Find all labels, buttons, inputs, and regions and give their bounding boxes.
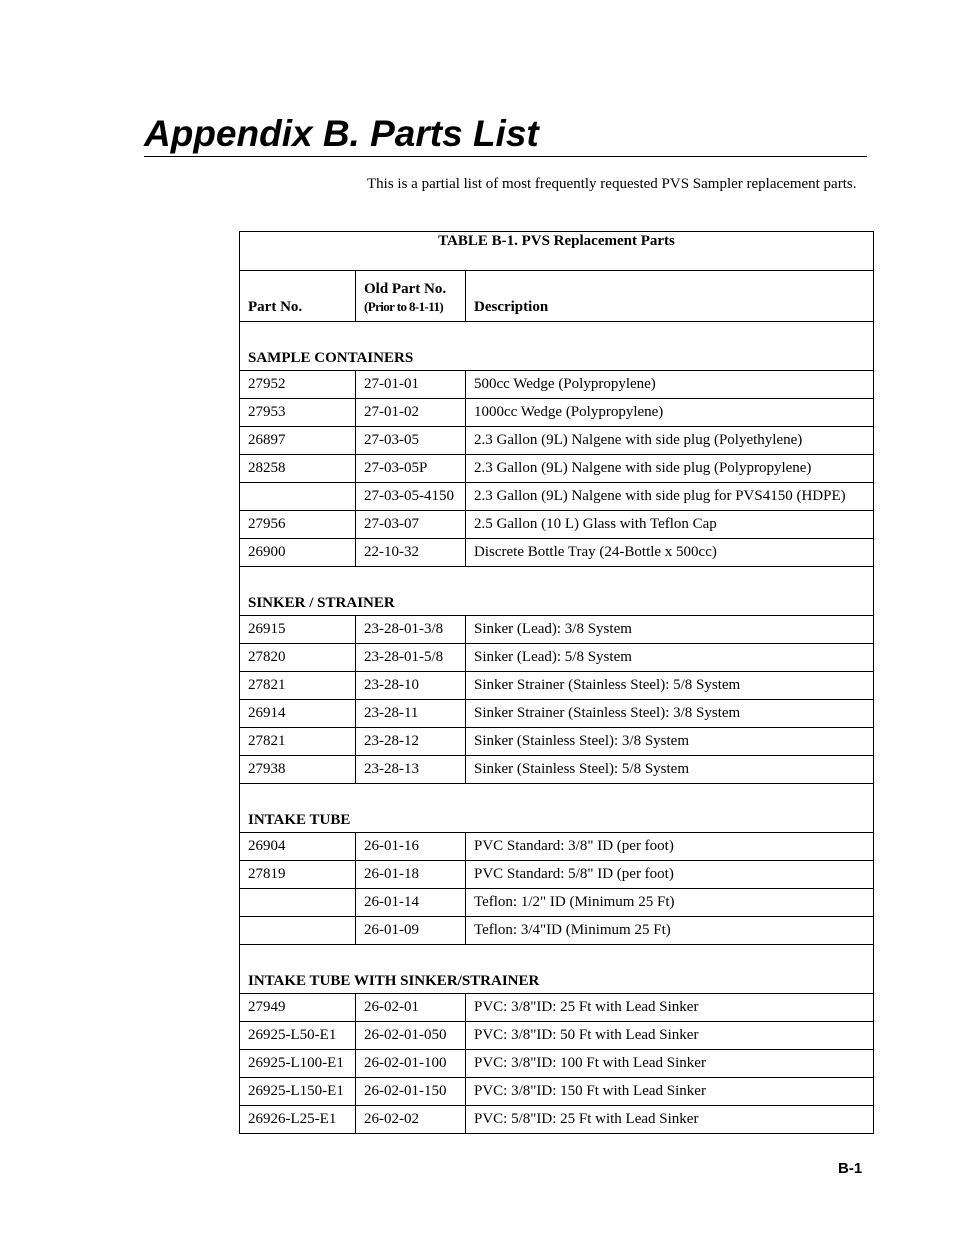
old-part-no-cell: 23-28-01-5/8 <box>356 644 466 672</box>
old-part-no-cell: 22-10-32 <box>356 539 466 567</box>
old-part-no-cell: 26-02-01-050 <box>356 1022 466 1050</box>
description-cell: Sinker (Stainless Steel): 3/8 System <box>466 728 874 756</box>
old-part-no-cell: 23-28-13 <box>356 756 466 784</box>
part-no-cell: 26925-L100-E1 <box>240 1050 356 1078</box>
old-part-no-cell: 27-03-05P <box>356 455 466 483</box>
table-header-row <box>240 271 874 322</box>
old-part-no-cell: 23-28-12 <box>356 728 466 756</box>
description-cell: 500cc Wedge (Polypropylene) <box>466 371 874 399</box>
table-row <box>240 644 874 672</box>
table-row <box>240 455 874 483</box>
section-row <box>240 784 874 833</box>
part-no-cell: 28258 <box>240 455 356 483</box>
description-cell: Teflon: 3/4"ID (Minimum 25 Ft) <box>466 917 874 945</box>
part-no-cell: 27953 <box>240 399 356 427</box>
table-row <box>240 1106 874 1134</box>
part-no-cell: 26904 <box>240 833 356 861</box>
table-row <box>240 371 874 399</box>
old-part-no-cell: 23-28-11 <box>356 700 466 728</box>
title-divider <box>144 156 867 157</box>
header-description: Description <box>466 271 874 322</box>
old-part-no-cell: 27-03-05 <box>356 427 466 455</box>
table-row <box>240 756 874 784</box>
table-row <box>240 861 874 889</box>
old-part-no-cell: 26-02-01-100 <box>356 1050 466 1078</box>
section-row <box>240 945 874 994</box>
table-caption: TABLE B-1. PVS Replacement Parts <box>240 232 874 271</box>
description-cell: PVC: 3/8"ID: 25 Ft with Lead Sinker <box>466 994 874 1022</box>
table-row <box>240 483 874 511</box>
description-cell: PVC Standard: 5/8" ID (per foot) <box>466 861 874 889</box>
header-old-part-no-note: (Prior to 8-1-11) <box>364 299 444 314</box>
description-cell: PVC Standard: 3/8" ID (per foot) <box>466 833 874 861</box>
table-row <box>240 672 874 700</box>
part-no-cell: 27821 <box>240 728 356 756</box>
old-part-no-cell: 23-28-10 <box>356 672 466 700</box>
table-caption-row <box>240 232 874 271</box>
part-no-cell: 27956 <box>240 511 356 539</box>
part-no-cell: 26925-L50-E1 <box>240 1022 356 1050</box>
table-row <box>240 427 874 455</box>
part-no-cell: 27952 <box>240 371 356 399</box>
description-cell: Teflon: 1/2" ID (Minimum 25 Ft) <box>466 889 874 917</box>
old-part-no-cell: 27-03-07 <box>356 511 466 539</box>
table-row <box>240 889 874 917</box>
description-cell: Sinker (Lead): 3/8 System <box>466 616 874 644</box>
header-old-part-no <box>356 271 466 322</box>
description-cell: PVC: 3/8"ID: 50 Ft with Lead Sinker <box>466 1022 874 1050</box>
description-cell: Sinker (Stainless Steel): 5/8 System <box>466 756 874 784</box>
table-row <box>240 539 874 567</box>
description-cell: 2.5 Gallon (10 L) Glass with Teflon Cap <box>466 511 874 539</box>
old-part-no-cell: 27-01-01 <box>356 371 466 399</box>
part-no-cell: 26914 <box>240 700 356 728</box>
old-part-no-cell: 27-01-02 <box>356 399 466 427</box>
part-no-cell: 27819 <box>240 861 356 889</box>
header-part-no: Part No. <box>240 271 356 322</box>
old-part-no-cell: 23-28-01-3/8 <box>356 616 466 644</box>
old-part-no-cell: 26-02-01-150 <box>356 1078 466 1106</box>
header-old-part-no-label: Old Part No. <box>364 281 447 297</box>
description-cell: Sinker Strainer (Stainless Steel): 3/8 System <box>466 700 874 728</box>
description-cell: 2.3 Gallon (9L) Nalgene with side plug (Polypropylene) <box>466 455 874 483</box>
table-row <box>240 1022 874 1050</box>
part-no-cell: 26897 <box>240 427 356 455</box>
table-row <box>240 728 874 756</box>
old-part-no-cell: 26-01-09 <box>356 917 466 945</box>
old-part-no-cell: 26-02-02 <box>356 1106 466 1134</box>
description-cell: Sinker Strainer (Stainless Steel): 5/8 System <box>466 672 874 700</box>
section-heading: INTAKE TUBE <box>240 784 874 833</box>
table-row <box>240 399 874 427</box>
part-no-cell: 27820 <box>240 644 356 672</box>
part-no-cell: 26915 <box>240 616 356 644</box>
part-no-cell <box>240 917 356 945</box>
table-row <box>240 511 874 539</box>
table-row <box>240 700 874 728</box>
part-no-cell: 27938 <box>240 756 356 784</box>
table-row <box>240 616 874 644</box>
section-heading: INTAKE TUBE WITH SINKER/STRAINER <box>240 945 874 994</box>
table-row <box>240 1078 874 1106</box>
old-part-no-cell: 26-02-01 <box>356 994 466 1022</box>
table-row <box>240 833 874 861</box>
table-row <box>240 917 874 945</box>
description-cell: 2.3 Gallon (9L) Nalgene with side plug (Polyethylene) <box>466 427 874 455</box>
section-row <box>240 567 874 616</box>
page-title: Appendix B. Parts List <box>144 113 539 154</box>
description-cell: PVC: 3/8"ID: 150 Ft with Lead Sinker <box>466 1078 874 1106</box>
part-no-cell: 27821 <box>240 672 356 700</box>
page-number: B-1 <box>838 1160 863 1177</box>
section-row <box>240 322 874 371</box>
old-part-no-cell: 27-03-05-4150 <box>356 483 466 511</box>
description-cell: Sinker (Lead): 5/8 System <box>466 644 874 672</box>
intro-paragraph: This is a partial list of most frequently requested PVS Sampler replacement parts. <box>367 176 857 192</box>
description-cell: Discrete Bottle Tray (24-Bottle x 500cc) <box>466 539 874 567</box>
section-heading: SINKER / STRAINER <box>240 567 874 616</box>
old-part-no-cell: 26-01-14 <box>356 889 466 917</box>
part-no-cell: 26926-L25-E1 <box>240 1106 356 1134</box>
table-row <box>240 1050 874 1078</box>
part-no-cell: 26925-L150-E1 <box>240 1078 356 1106</box>
part-no-cell: 27949 <box>240 994 356 1022</box>
part-no-cell <box>240 483 356 511</box>
part-no-cell <box>240 889 356 917</box>
old-part-no-cell: 26-01-16 <box>356 833 466 861</box>
parts-table <box>239 231 874 1134</box>
description-cell: 2.3 Gallon (9L) Nalgene with side plug for PVS4150 (HDPE) <box>466 483 874 511</box>
table-row <box>240 994 874 1022</box>
description-cell: PVC: 3/8"ID: 100 Ft with Lead Sinker <box>466 1050 874 1078</box>
description-cell: PVC: 5/8"ID: 25 Ft with Lead Sinker <box>466 1106 874 1134</box>
description-cell: 1000cc Wedge (Polypropylene) <box>466 399 874 427</box>
part-no-cell: 26900 <box>240 539 356 567</box>
old-part-no-cell: 26-01-18 <box>356 861 466 889</box>
section-heading: SAMPLE CONTAINERS <box>240 322 874 371</box>
